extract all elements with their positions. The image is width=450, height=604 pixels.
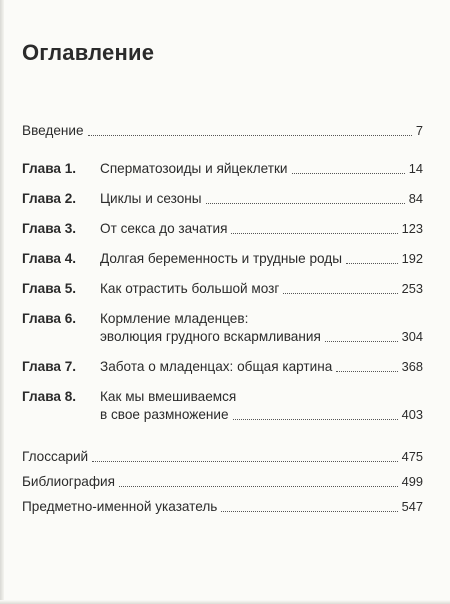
chapter-title: Циклы и сезоны — [100, 191, 202, 206]
dot-leader — [283, 293, 397, 294]
chapter-label: Глава 7. — [22, 359, 77, 374]
dot-leader — [206, 203, 405, 204]
chapter-title: Забота о младенцах: общая картина — [100, 359, 333, 374]
dot-leader — [88, 135, 412, 136]
dot-leader — [221, 511, 397, 512]
toc-entry-index[interactable] — [22, 498, 423, 516]
toc-page-number: 84 — [408, 191, 423, 206]
chapter-label: Глава 5. — [22, 281, 77, 296]
toc-page-number: 403 — [401, 407, 423, 422]
chapter-label: Глава 1. — [22, 161, 77, 176]
toc-entry-label: Предметно-именной указатель — [22, 499, 218, 514]
dot-leader — [233, 419, 398, 420]
chapter-label: Глава 4. — [22, 251, 77, 266]
toc-page-number: 7 — [415, 123, 423, 138]
toc-entry-label: Глоссарий — [22, 449, 89, 464]
dot-leader — [346, 263, 398, 264]
toc-entry-glossary[interactable] — [22, 448, 423, 466]
toc-page-number: 123 — [401, 221, 423, 236]
toc-entry-label: Библиография — [22, 474, 115, 489]
toc-page-number: 368 — [401, 359, 423, 374]
dot-leader — [231, 233, 397, 234]
toc-page-number: 253 — [401, 281, 423, 296]
toc-entry-label: Введение — [22, 123, 84, 138]
chapter-label: Глава 8. — [22, 389, 77, 404]
chapter-title: Сперматозоиды и яйцеклетки — [100, 161, 288, 176]
chapter-title-line: Как мы вмешиваемся — [100, 389, 237, 404]
chapter-label: Глава 2. — [22, 191, 77, 206]
chapter-title: Как отрастить большой мозг — [100, 281, 280, 296]
chapter-label: Глава 6. — [22, 311, 77, 326]
chapter-title-line: эволюция грудного вскармливания — [100, 329, 321, 344]
toc-page-number: 14 — [408, 161, 423, 176]
chapter-title-line: в свое размножение — [100, 407, 229, 422]
page-spine-shadow — [0, 0, 4, 604]
toc-page-number: 499 — [401, 474, 423, 489]
dot-leader — [119, 486, 398, 487]
chapter-title: От секса до зачатия — [100, 221, 228, 236]
toc-entry-intro[interactable] — [22, 122, 423, 140]
dot-leader — [292, 173, 405, 174]
toc-page-number: 304 — [401, 329, 423, 344]
chapter-title-line: Кормление младенцев: — [100, 311, 249, 326]
dot-leader — [336, 371, 397, 372]
page-bottom-shadow — [0, 600, 450, 604]
chapter-label: Глава 3. — [22, 221, 77, 236]
toc-page-number: 547 — [401, 499, 423, 514]
toc-entry-bibliography[interactable] — [22, 473, 423, 491]
dot-leader — [92, 461, 397, 462]
toc-page-number: 475 — [401, 449, 423, 464]
toc-page-number: 192 — [401, 251, 423, 266]
dot-leader — [325, 341, 398, 342]
page-title: Оглавление — [22, 40, 155, 65]
chapter-title: Долгая беременность и трудные роды — [100, 251, 343, 266]
